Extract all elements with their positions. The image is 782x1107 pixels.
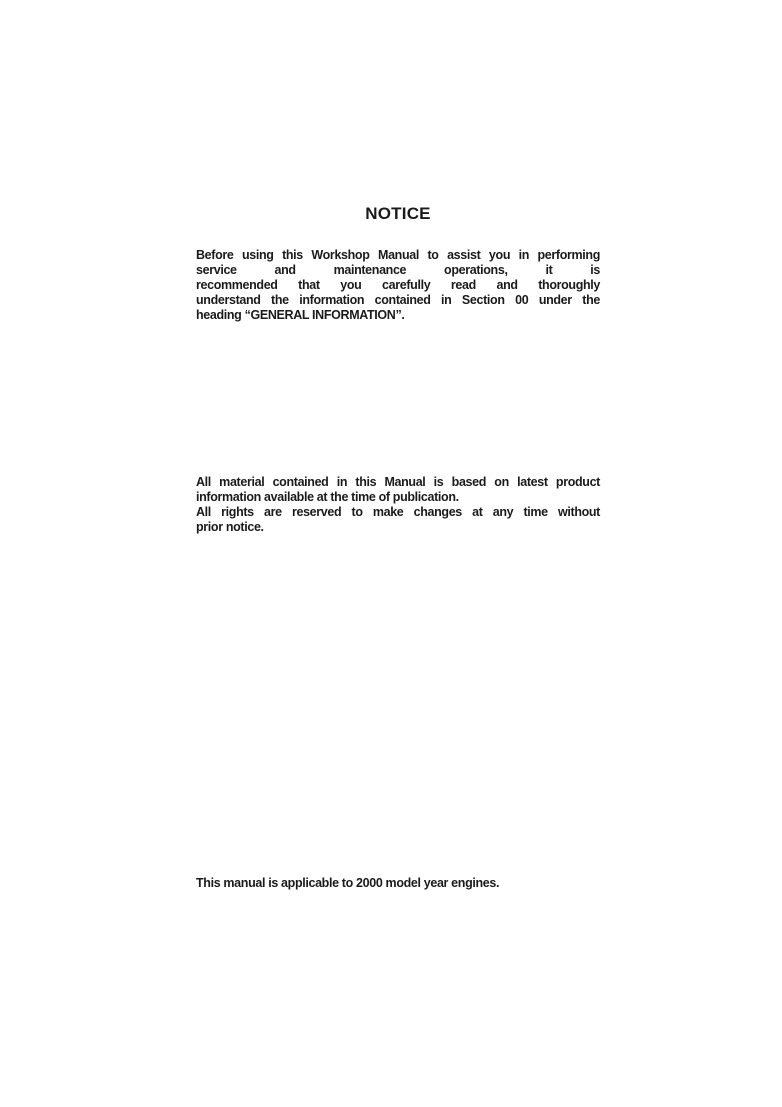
publication-line: All rights are reserved to make changes at any time without	[196, 505, 600, 519]
page-title: NOTICE	[365, 204, 431, 223]
intro-line: heading “GENERAL INFORMATION”.	[196, 308, 405, 322]
publication-line: information available at the time of publication.	[196, 490, 459, 504]
intro-line: understand the information contained in Section 00 under the	[196, 293, 600, 307]
applicability-note: This manual is applicable to 2000 model year engines.	[196, 876, 500, 890]
publication-line: prior notice.	[196, 520, 264, 534]
intro-line: Before using this Workshop Manual to assist you in performing	[196, 248, 600, 262]
intro-line: recommended that you carefully read and thoroughly	[196, 278, 600, 292]
intro-line: service and maintenance operations, it is	[196, 263, 600, 277]
publication-paragraph	[196, 475, 600, 535]
publication-line: All material contained in this Manual is based on latest product	[196, 475, 600, 489]
intro-paragraph	[196, 248, 600, 323]
